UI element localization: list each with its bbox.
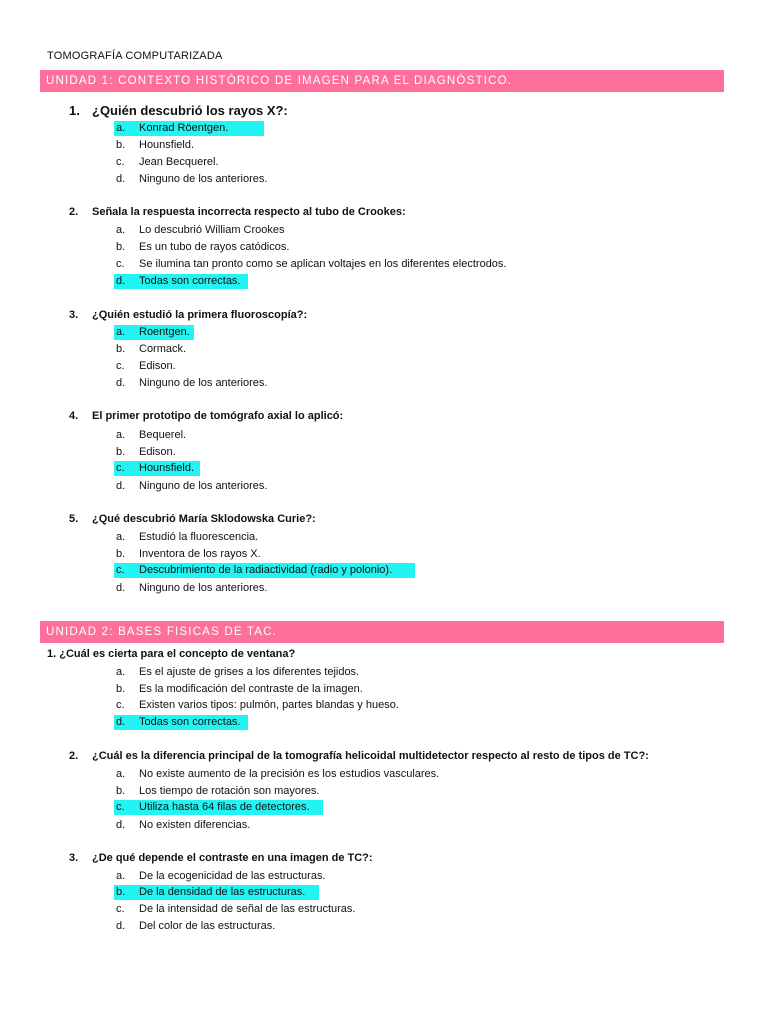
option-letter: c. — [116, 258, 125, 270]
question-number: 2. — [69, 206, 79, 218]
option-letter: c. — [116, 699, 125, 711]
option-text: Descubrimiento de la radiactividad (radio y polonio). — [139, 564, 393, 576]
option-text: Jean Becquerel. — [139, 156, 219, 168]
option-letter: a. — [116, 870, 126, 882]
option-letter: a. — [116, 531, 126, 543]
option-text: Edison. — [139, 360, 176, 372]
option-text: Ninguno de los anteriores. — [139, 480, 268, 492]
option-letter: d. — [116, 173, 126, 185]
option-letter: d. — [116, 275, 126, 287]
question-number: 2. — [69, 750, 79, 762]
unit-1-header: UNIDAD 1: CONTEXTO HISTÓRICO DE IMAGEN PARA EL DIAGNÓSTICO. — [40, 70, 724, 92]
option-text: Todas son correctas. — [139, 275, 241, 287]
option-text: Es el ajuste de grises a los diferentes tejidos. — [139, 666, 360, 678]
option-text: Estudió la fluorescencia. — [139, 531, 259, 543]
option-letter: b. — [116, 886, 126, 898]
option-letter: a. — [116, 666, 126, 678]
option-text: Utiliza hasta 64 filas de detectores. — [139, 801, 310, 813]
option-text: Ninguno de los anteriores. — [139, 377, 268, 389]
option-text: Hounsfield. — [139, 462, 195, 474]
option-text: De la ecogenicidad de las estructuras. — [139, 870, 326, 882]
question-text: ¿Quién estudió la primera fluoroscopía?: — [92, 309, 308, 321]
option-letter: b. — [116, 446, 126, 458]
option-letter: d. — [116, 582, 126, 594]
question-number: 4. — [69, 410, 79, 422]
question-text: 1. ¿Cuál es cierta para el concepto de ventana? — [47, 648, 296, 660]
option-letter: c. — [116, 801, 125, 813]
option-letter: c. — [116, 903, 125, 915]
option-text: Los tiempo de rotación son mayores. — [139, 785, 320, 797]
question-text: El primer prototipo de tomógrafo axial lo aplicó: — [92, 410, 344, 422]
option-letter: c. — [116, 360, 125, 372]
option-text: De la intensidad de señal de las estructuras. — [139, 903, 356, 915]
question-number: 5. — [69, 513, 79, 525]
option-letter: d. — [116, 377, 126, 389]
option-text: Hounsfield. — [139, 139, 195, 151]
option-letter: b. — [116, 241, 126, 253]
option-letter: c. — [116, 462, 125, 474]
option-letter: b. — [116, 785, 126, 797]
option-letter: b. — [116, 683, 126, 695]
option-letter: b. — [116, 139, 126, 151]
option-letter: b. — [116, 548, 126, 560]
option-text: Roentgen. — [139, 326, 190, 338]
question-text: ¿De qué depende el contraste en una imagen de TC?: — [92, 852, 373, 864]
option-letter: d. — [116, 716, 126, 728]
option-text: Es un tubo de rayos catódicos. — [139, 241, 290, 253]
option-letter: a. — [116, 768, 126, 780]
option-letter: a. — [116, 429, 126, 441]
option-letter: b. — [116, 343, 126, 355]
option-text: Todas son correctas. — [139, 716, 241, 728]
option-text: Ninguno de los anteriores. — [139, 582, 268, 594]
document-title: TOMOGRAFÍA COMPUTARIZADA — [47, 50, 223, 62]
option-letter: a. — [116, 224, 126, 236]
option-letter: d. — [116, 480, 126, 492]
option-text: Existen varios tipos: pulmón, partes blandas y hueso. — [139, 699, 399, 711]
question-text: Señala la respuesta incorrecta respecto al tubo de Crookes: — [92, 206, 406, 218]
question-number: 1. — [69, 103, 80, 118]
question-text: ¿Cuál es la diferencia principal de la tomografía helicoidal multidetector respecto al resto de tipos de TC?: — [92, 750, 649, 762]
option-text: Konrad Röentgen. — [139, 122, 229, 134]
option-letter: c. — [116, 156, 125, 168]
option-text: Ninguno de los anteriores. — [139, 173, 268, 185]
question-number: 3. — [69, 852, 79, 864]
question-text: ¿Qué descubrió María Sklodowska Curie?: — [92, 513, 316, 525]
option-text: No existen diferencias. — [139, 819, 251, 831]
option-letter: d. — [116, 920, 126, 932]
option-text: Lo descubrió William Crookes — [139, 224, 285, 236]
option-text: No existe aumento de la precisión es los estudios vasculares. — [139, 768, 440, 780]
option-letter: c. — [116, 564, 125, 576]
option-text: Inventora de los rayos X. — [139, 548, 261, 560]
option-letter: a. — [116, 326, 126, 338]
question-number: 3. — [69, 309, 79, 321]
option-text: Cormack. — [139, 343, 187, 355]
unit-2-header: UNIDAD 2: BASES FISICAS DE TAC. — [40, 621, 724, 643]
option-text: Es la modificación del contraste de la imagen. — [139, 683, 363, 695]
option-text: Edison. — [139, 446, 176, 458]
option-text: De la densidad de las estructuras. — [139, 886, 306, 898]
question-text: ¿Quién descubrió los rayos X?: — [92, 103, 288, 118]
option-text: Bequerel. — [139, 429, 187, 441]
option-letter: d. — [116, 819, 126, 831]
option-text: Se ilumina tan pronto como se aplican voltajes en los diferentes electrodos. — [139, 258, 507, 270]
option-text: Del color de las estructuras. — [139, 920, 276, 932]
option-letter: a. — [116, 122, 126, 134]
